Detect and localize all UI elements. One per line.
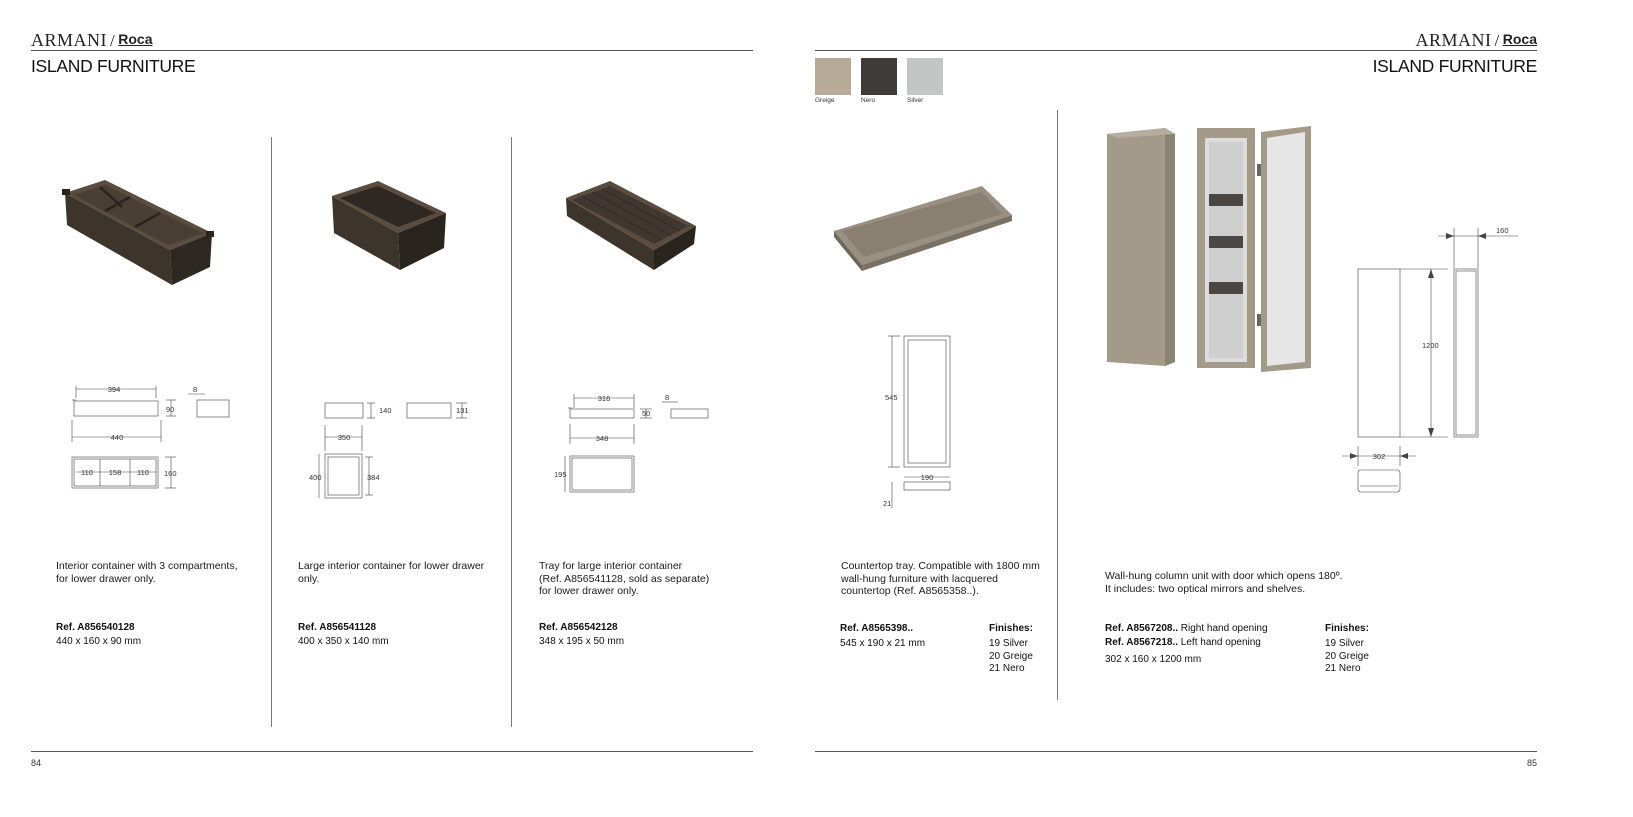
left-footer-rule [31, 751, 753, 752]
technical-drawing-countertop-tray [880, 332, 960, 510]
dim-160: 160 [164, 469, 177, 478]
dim-394: 394 [107, 385, 121, 394]
tray-finish-item: 20 Greige [989, 650, 1033, 662]
product-image-column-closed [1103, 126, 1177, 368]
swatch-silver: Silver [907, 58, 943, 104]
right-header-rule [815, 50, 1537, 51]
dim-140: 140 [379, 406, 392, 415]
tray-ref: Ref. A8565398.. [840, 623, 914, 634]
product-3-dimensions: 348 x 195 x 50 mm [539, 636, 625, 647]
left-brand-logo: ARMANI / Roca [31, 30, 153, 50]
product-image-3-compartment-container [60, 175, 220, 290]
dim-302: 302 [1372, 452, 1386, 461]
column-dimensions: 302 x 160 x 1200 mm [1105, 654, 1202, 665]
dim-90: 90 [166, 405, 175, 414]
dim-348: 348 [595, 434, 609, 443]
column-finish-item: 19 Silver [1325, 638, 1364, 649]
product-image-countertop-tray [832, 183, 1014, 273]
tray-finish-item: 21 Nero [989, 663, 1025, 674]
right-divider [1057, 110, 1058, 700]
left-header-rule [31, 50, 753, 51]
tray-finish-item: 19 Silver [989, 638, 1028, 649]
technical-drawing-tray [550, 388, 720, 498]
dim-384: 384 [367, 473, 380, 482]
swatch-greige-color [815, 58, 851, 95]
dim-350: 350 [337, 433, 351, 442]
dim-160-column: 160 [1496, 226, 1509, 235]
product-2-dimensions: 400 x 350 x 140 mm [298, 636, 389, 647]
roca-wordmark-right: Roca [1502, 31, 1537, 47]
tray-finishes: Finishes: 19 Silver 20 Greige 21 Nero [989, 623, 1033, 674]
tray-dimensions: 545 x 190 x 21 mm [840, 638, 926, 649]
swatch-greige: Greige [815, 58, 851, 104]
column-ref-right: Ref. A8567208.. Right hand opening [1105, 623, 1268, 634]
technical-drawing-column [1338, 222, 1528, 500]
dim-131: 131 [456, 406, 469, 415]
column-finish-item: 21 Nero [1325, 663, 1361, 674]
product-image-tray [562, 178, 702, 276]
product-1-dimensions: 440 x 160 x 90 mm [56, 636, 142, 647]
column-finishes: Finishes: 19 Silver 20 Greige 21 Nero [1325, 623, 1369, 674]
swatch-nero: Nero [861, 58, 897, 104]
dim-195: 195 [554, 470, 567, 479]
column-ref-left: Ref. A8567218.. Left hand opening [1105, 637, 1261, 648]
product-3-ref: Ref. A856542128 [539, 622, 618, 633]
dim-1200: 1200 [1422, 341, 1439, 350]
armani-wordmark-right: ARMANI [1415, 30, 1492, 50]
dim-190: 190 [920, 473, 934, 482]
product-2-ref: Ref. A856541128 [298, 622, 377, 633]
roca-wordmark: Roca [118, 31, 153, 47]
tray-description: Countertop tray. Compatible with 1800 mm wall-hung furniture with lacquered countertop (Ref. A8565358..). [841, 560, 1040, 597]
dim-545: 545 [885, 393, 898, 402]
right-brand-logo: ARMANI / Roca [1415, 30, 1537, 50]
left-divider-1 [271, 137, 272, 727]
product-2-description: Large interior container for lower drawer only. [298, 560, 485, 585]
column-description: Wall-hung column unit with door which opens 180º. It includes: two optical mirrors and shelves. [1105, 570, 1343, 595]
product-1-description: Interior container with 3 compartments, for lower drawer only. [56, 560, 238, 585]
right-page-number: 85 [1526, 758, 1537, 768]
swatch-nero-color [861, 58, 897, 95]
dim-316: 316 [597, 394, 611, 403]
product-image-column-open [1195, 124, 1315, 374]
dim-440: 440 [110, 433, 124, 442]
dim-8: 8 [193, 385, 198, 394]
armani-wordmark: ARMANI [31, 30, 108, 50]
left-divider-2 [511, 137, 512, 727]
dim-21: 21 [883, 499, 892, 508]
column-finish-item: 20 Greige [1325, 650, 1369, 662]
left-page-number: 84 [31, 758, 42, 768]
dim-110-a: 110 [81, 468, 93, 477]
product-image-large-container [328, 178, 450, 273]
finish-swatches [815, 58, 943, 104]
dim-50: 50 [642, 409, 651, 418]
product-3-description: Tray for large interior container (Ref. A856541128, sold as separate) for lower drawer only. [539, 560, 710, 597]
technical-drawing-large-container [305, 395, 475, 505]
dim-110-b: 110 [137, 468, 149, 477]
dim-8-tray: 8 [665, 393, 670, 402]
swatch-silver-color [907, 58, 943, 95]
product-1-ref: Ref. A856540128 [56, 622, 135, 633]
technical-drawing-3-compartment [60, 380, 240, 495]
left-page-title: ISLAND FURNITURE [31, 56, 196, 76]
dim-158: 158 [108, 468, 122, 477]
right-page-title: ISLAND FURNITURE [1372, 56, 1537, 76]
right-footer-rule [815, 751, 1537, 752]
dim-400: 400 [309, 473, 322, 482]
